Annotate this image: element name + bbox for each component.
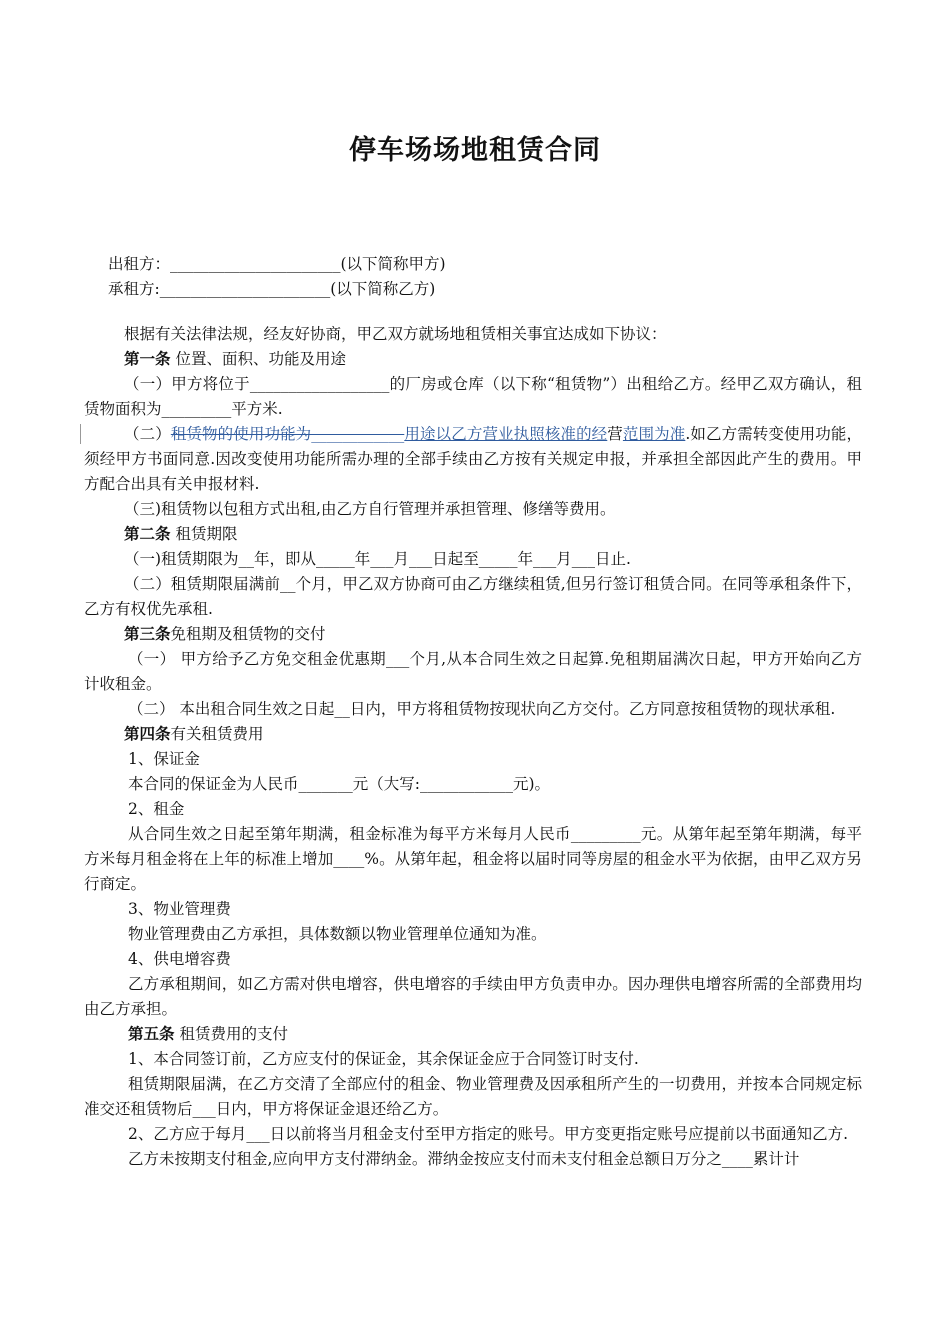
clause-2-mid: 营 (607, 425, 623, 443)
article-2-number: 第二条 (124, 525, 171, 543)
section-property-fee-title: 3、物业管理费 (128, 900, 231, 918)
article-3-heading (84, 622, 862, 647)
revision-bar (80, 424, 81, 444)
inserted-text-2: 范围为准 (622, 425, 686, 443)
article-4-title: 有关租赁费用 (170, 725, 264, 743)
inserted-text-1: 用途以乙方营业执照核准的经 (404, 425, 608, 443)
article-5-clause-2: 租赁期限届满，在乙方交清了全部应付的租金、物业管理费及因承租所产生的一切费用，并按本合同规定标准交还租赁物后___日内，甲方将保证金退还给乙方。 (84, 1075, 862, 1118)
article-5-clause-3: 2、乙方应于每月___日以前将当月租金支付至甲方指定的账号。甲方变更指定账号应提前以书面通知乙方. (128, 1125, 849, 1143)
article-1-clause-3: （三)租赁物以包租方式出租,由乙方自行管理并承担管理、修缮等费用。 (124, 500, 616, 518)
lessee-line: 承租方:______________________(以下简称乙方) (108, 280, 436, 298)
article-1-heading (84, 347, 862, 372)
section-power-text: 乙方承租期间，如乙方需对供电增容，供电增容的手续由甲方负责申办。因办理供电增容所需的全部费用均由乙方承担。 (84, 975, 862, 1018)
article-1-number: 第一条 (124, 350, 171, 368)
article-5-clause-1: 1、本合同签订前，乙方应支付的保证金，其余保证金应于合同签订时支付. (128, 1050, 639, 1068)
section-property-fee-text: 物业管理费由乙方承担，具体数额以物业管理单位通知为准。 (128, 925, 547, 943)
clause-2-prefix: （二） (124, 425, 171, 443)
article-5-heading (84, 1022, 862, 1047)
article-2-heading (84, 522, 862, 547)
deleted-text: 租赁物的使用功能为____________ (170, 425, 405, 443)
article-1-title: 位置、面积、功能及用途 (170, 350, 346, 368)
lessor-line: 出租方：______________________(以下简称甲方) (108, 255, 446, 273)
intro-paragraph: 根据有关法律法规，经友好协商，甲乙双方就场地租赁相关事宜达成如下协议： (124, 325, 667, 343)
article-5-title: 租赁费用的支付 (174, 1025, 288, 1043)
article-1-clause-1: （一）甲方将位于__________________的厂房或仓库（以下称“租赁物”）出租给乙方。经甲乙双方确认，租赁物面积为_________平方米. (84, 375, 862, 418)
section-rent-text: 从合同生效之日起至第年期满，租金标准为每平方米每月人民币_________元。从第年起至第年期满，每平方米每月租金将在上年的标准上增加____%。从第年起，租金将以届时同等房屋的租金水平为依据，由甲乙双方另行商定。 (84, 825, 862, 893)
article-3-clause-2: （二） 本出租合同生效之日起__日内，甲方将租赁物按现状向乙方交付。乙方同意按租赁物的现状承租. (128, 700, 836, 718)
section-deposit-title: 1、保证金 (128, 750, 200, 768)
section-deposit-text: 本合同的保证金为人民币_______元（大写:____________元)。 (128, 775, 551, 793)
contract-body (84, 322, 862, 1172)
article-5-number: 第五条 (128, 1025, 175, 1043)
article-5-clause-4: 乙方未按期支付租金,应向甲方支付滞纳金。滞纳金按应支付而未支付租金总额日万分之____累计计 (128, 1150, 800, 1168)
clause-2-rest: .如乙方需转变使用功能，须经甲方书面同意.因改变使用功能所需办理的全部手续由乙方按有关规定申报，并承担全部因此产生的费用。甲方配合出具有关申报材料. (84, 425, 862, 493)
article-4-number: 第四条 (124, 725, 171, 743)
article-2-clause-1: （一)租赁期限为__年，即从_____年___月___日起至_____年___月___日止. (124, 550, 631, 568)
section-rent-title: 2、租金 (128, 800, 185, 818)
document-title: 停车场场地租赁合同 (349, 135, 601, 166)
article-3-title: 免租期及租赁物的交付 (170, 625, 326, 643)
section-power-title: 4、供电增容费 (128, 950, 231, 968)
article-1-clause-2 (84, 422, 862, 497)
article-3-clause-1: （一） 甲方给予乙方免交租金优惠期___个月,从本合同生效之日起算.免租期届满次日起，甲方开始向乙方计收租金。 (84, 650, 862, 693)
article-3-number: 第三条 (124, 625, 171, 643)
article-2-clause-2: （二）租赁期限届满前__个月，甲乙双方协商可由乙方继续租赁,但另行签订租赁合同。在同等承租条件下，乙方有权优先承租. (84, 575, 862, 618)
article-2-title: 租赁期限 (170, 525, 238, 543)
article-4-heading (84, 722, 862, 747)
